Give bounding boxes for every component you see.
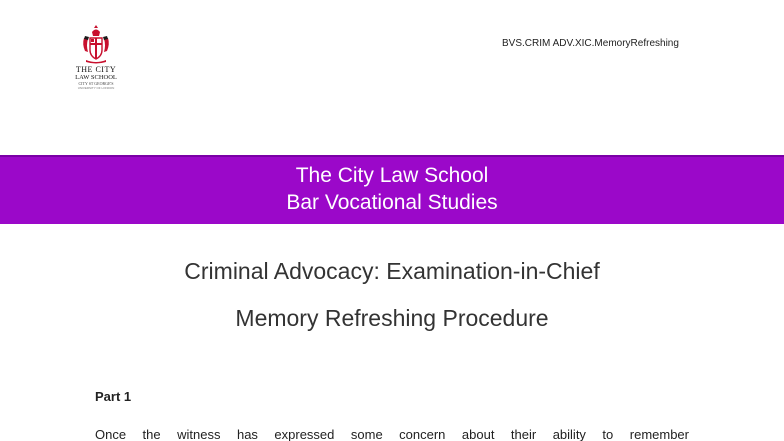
city-law-school-logo xyxy=(68,24,124,96)
logo-text-city-st-georges: CITY ST GEORGE'S xyxy=(78,81,114,86)
document-reference: BVS.CRIM ADV.XIC.MemoryRefreshing xyxy=(502,38,679,49)
section-heading: Part 1 xyxy=(95,389,132,404)
logo-text-university: UNIVERSITY OF LONDON xyxy=(77,86,115,90)
page-title: Criminal Advocacy: Examination-in-Chief xyxy=(184,258,600,284)
logo-text-the-city: THE CITY xyxy=(75,65,117,74)
page-subtitle: Memory Refreshing Procedure xyxy=(235,305,549,331)
body-paragraph: Once the witness has expressed some concern about their ability to remember xyxy=(95,427,689,441)
banner-programme-name: Bar Vocational Studies xyxy=(286,191,498,214)
title-banner xyxy=(0,155,784,224)
logo-text-law-school: LAW SCHOOL xyxy=(75,74,117,81)
banner-school-name: The City Law School xyxy=(295,164,489,187)
crest-icon xyxy=(79,24,113,64)
